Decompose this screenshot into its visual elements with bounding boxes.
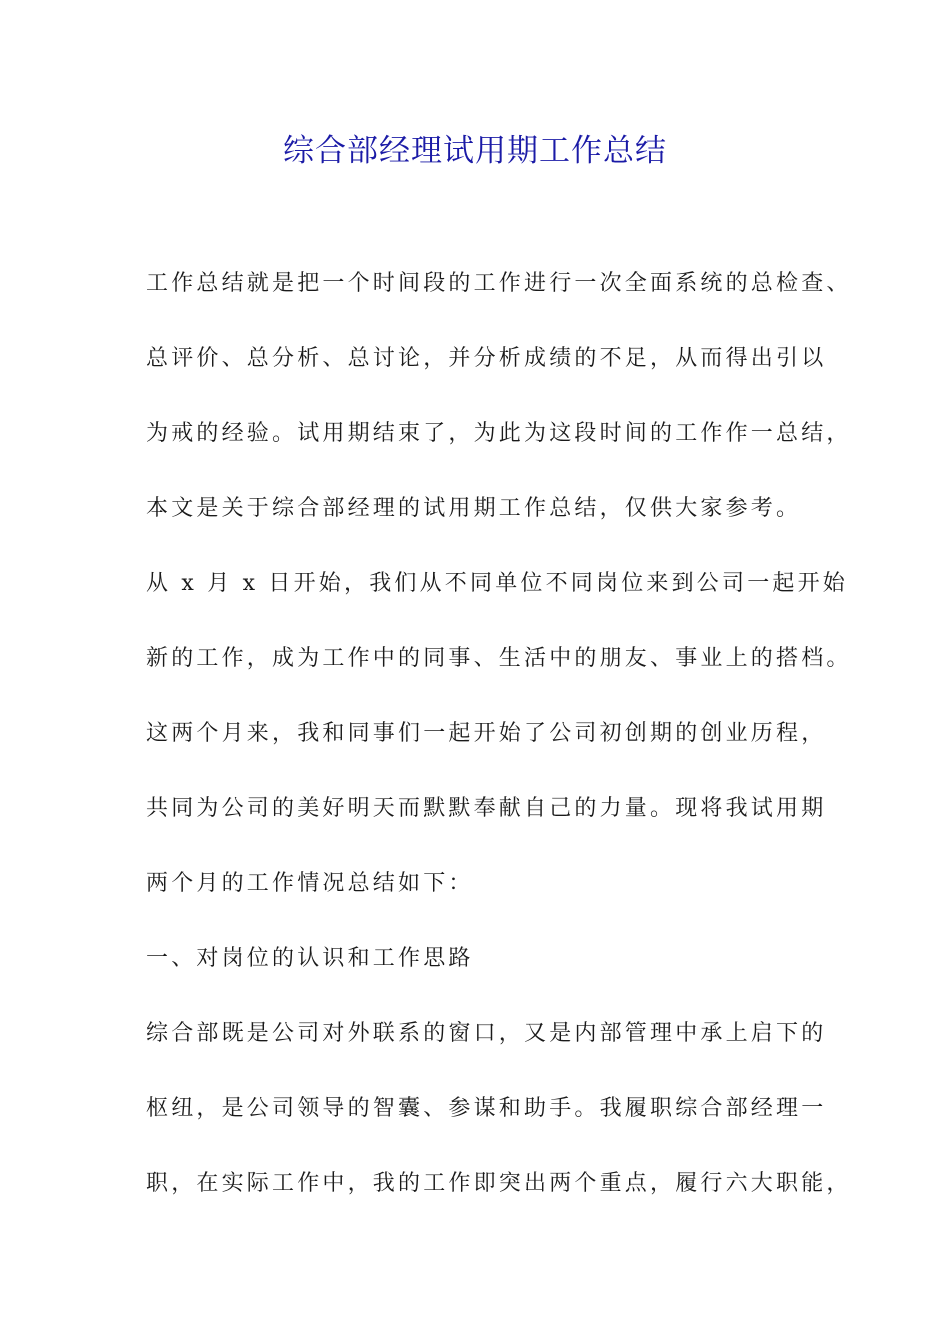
body-line: 工作总结就是把一个时间段的工作进行一次全面系统的总检查、	[146, 271, 852, 296]
body-line: 两个月的工作情况总结如下：	[146, 871, 474, 896]
body-line: 总评价、总分析、总讨论，并分析成绩的不足，从而得出引以	[146, 346, 827, 371]
section-heading: 一、对岗位的认识和工作思路	[146, 946, 474, 971]
body-line: 综合部既是公司对外联系的窗口，又是内部管理中承上启下的	[146, 1021, 827, 1046]
body-line: 新的工作，成为工作中的同事、生活中的朋友、事业上的搭档。	[146, 646, 852, 671]
body-line: 从 x 月 x 日开始，我们从不同单位不同岗位来到公司一起开始	[146, 571, 848, 596]
body-line: 这两个月来，我和同事们一起开始了公司初创期的创业历程，	[146, 721, 827, 746]
body-line: 本文是关于综合部经理的试用期工作总结，仅供大家参考。	[146, 496, 802, 521]
body-line: 共同为公司的美好明天而默默奉献自己的力量。现将我试用期	[146, 796, 827, 821]
body-line: 职，在实际工作中，我的工作即突出两个重点，履行六大职能，	[146, 1171, 852, 1196]
body-line: 为戒的经验。试用期结束了，为此为这段时间的工作作一总结，	[146, 421, 852, 446]
document-title: 综合部经理试用期工作总结	[283, 133, 667, 169]
document-body	[146, 258, 852, 1233]
body-line: 枢纽，是公司领导的智囊、参谋和助手。我履职综合部经理一	[146, 1096, 827, 1121]
